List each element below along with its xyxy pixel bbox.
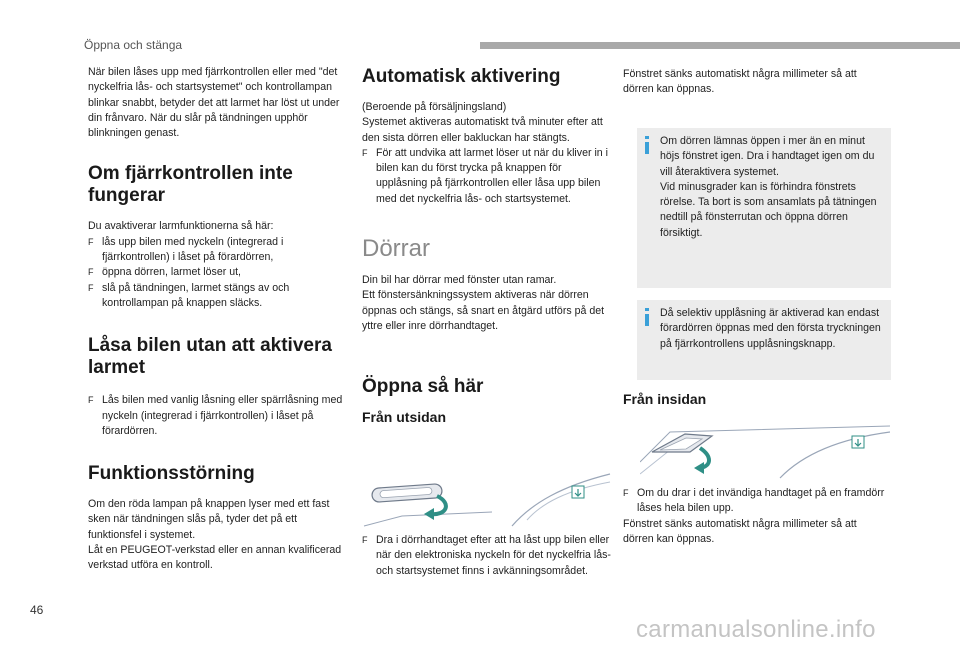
doors-paragraph-2: Ett fönstersänkningssystem aktiveras när dörren öppnas och stängs, så snart en åtgärd utförs på det yttre eller inre dörrhandtaget.	[362, 289, 605, 332]
column-right-top	[623, 67, 888, 98]
info-text-2: Vid minusgrader kan is förhindra fönstrets rörelse. Ta bort is som ansamlats på tätningen nedtill på fönsterrutan och öppna dörren försiktigt.	[660, 180, 877, 239]
open-heading: Öppna så här	[362, 376, 484, 398]
intro-paragraph: När bilen låses upp med fjärrkontrollen eller med "det nyckelfria lås- och startsystemet" och kontrollampan blinkar snabbt, betyder det att larmet har löst ut under din frånvaro. När du slår på tändningen upphör blinkningen genast.	[88, 66, 340, 140]
info-box-selective	[637, 300, 891, 380]
section-title: Öppna och stänga	[84, 38, 183, 52]
lock-heading: Låsa bilen utan att aktivera larmet	[88, 335, 332, 379]
header-bar	[480, 42, 960, 49]
auto-paragraph: Systemet aktiveras automatiskt två minuter efter att den sista dörren eller bakluckan har stängts.	[362, 116, 603, 144]
list-item: F slå på tändningen, larmet stängs av och kontrollampan på knappen släcks.	[88, 281, 290, 309]
column-left	[88, 65, 344, 574]
info-text: Då selektiv upplåsning är aktiverad kan endast förardörren öppnas med den första tryckningen på fjärrkontrollens upplåsningsknapp.	[660, 307, 881, 350]
remote-heading: Om fjärrkontrollen inte fungerar	[88, 163, 293, 207]
info-box-window	[637, 128, 891, 288]
window-paragraph: Fönstret sänks automatiskt några millimeter så att dörren kan öppnas.	[623, 68, 857, 96]
inside-paragraph: Fönstret sänks automatiskt några millimeter så att dörren kan öppnas.	[623, 517, 857, 545]
list-item: F Lås bilen med vanlig låsning eller spärrlåsning med nyckeln (integrerad i fjärrkontrollen) i låset på förardörren.	[88, 394, 343, 437]
outside-heading: Från utsidan	[362, 409, 447, 426]
doors-paragraph: Din bil har dörrar med fönster utan ramar.	[362, 274, 557, 287]
inside-handle-illustration	[640, 422, 890, 480]
doors-heading: Dörrar	[362, 235, 431, 263]
fault-heading: Funktionsstörning	[88, 463, 255, 485]
page-number: 46	[30, 603, 44, 617]
remote-intro: Du avaktiverar larmfunktionerna så här:	[88, 220, 274, 233]
list-item: F Om du drar i det invändiga handtaget på en framdörr låses hela bilen upp.	[623, 487, 885, 515]
inside-steps	[623, 486, 888, 547]
auto-note: (Beroende på försäljningsland)	[362, 101, 507, 113]
auto-heading: Automatisk aktivering	[362, 66, 561, 87]
watermark: carmanualsonline.info	[636, 616, 876, 643]
outside-handle-illustration	[362, 468, 612, 528]
list-item: F lås upp bilen med nyckeln (integrerad i fjärrkontrollen) i låset på förardörren,	[88, 235, 284, 264]
fault-paragraph: Om den röda lampan på knappen lyser med ett fast sken när tändningen slås på, tyder det på ett funktionsfel i systemet.	[88, 498, 330, 541]
info-icon	[645, 308, 649, 311]
fault-paragraph-2: Låt en PEUGEOT-verkstad eller en annan kvalificerad verkstad utföra en kontroll.	[88, 544, 342, 572]
list-item: F För att undvika att larmet löser ut när du kliver in i bilen kan du först trycka på knappen för upplåsning på fjärrkontrollen eller låsa upp bilen med det nyckelfria lås- och startsystemet.	[362, 146, 608, 205]
info-icon	[645, 136, 649, 139]
list-item: F öppna dörren, larmet löser ut,	[88, 266, 241, 279]
column-middle	[362, 66, 612, 426]
outside-steps	[362, 533, 612, 579]
list-item: F Dra i dörrhandtaget efter att ha låst upp bilen eller när den elektroniska nyckeln för det nyckelfria lås- och startsystemet finns i avkänningsområdet.	[362, 534, 611, 577]
info-text: Om dörren lämnas öppen i mer än en minut höjs fönstret igen. Dra i handtaget igen om du vill återaktivera systemet.	[660, 135, 875, 178]
inside-heading: Från insidan	[623, 391, 707, 407]
